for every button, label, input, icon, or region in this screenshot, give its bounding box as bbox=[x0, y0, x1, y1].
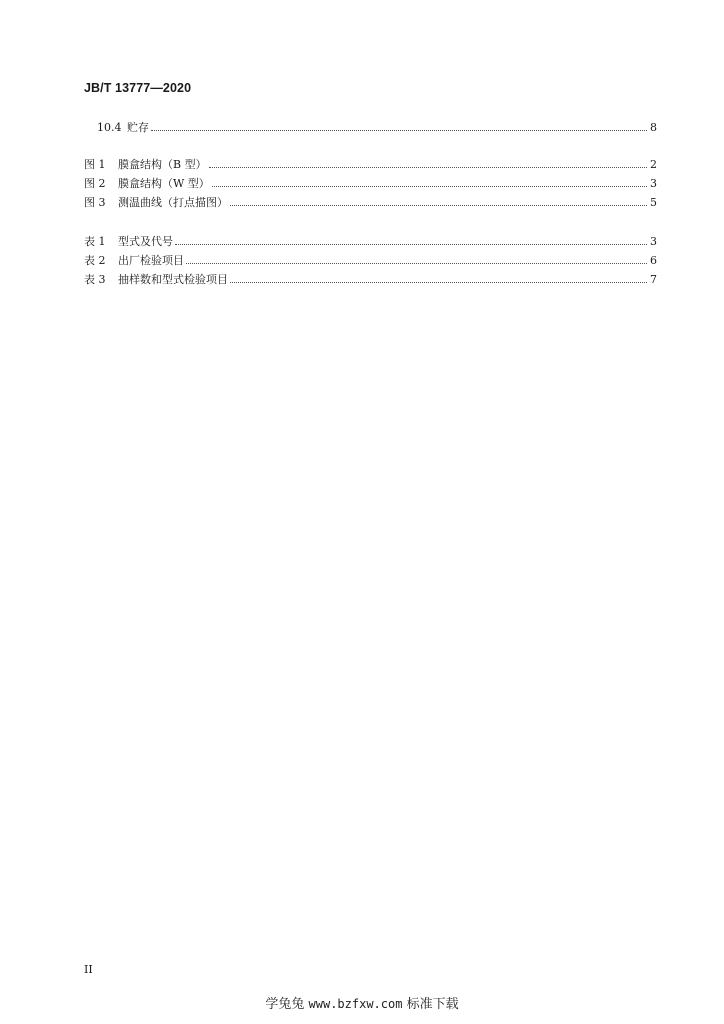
toc-entry-section[interactable] bbox=[97, 121, 657, 135]
toc-entry-number: 表 3 bbox=[84, 273, 106, 286]
toc-entry-title: 贮存 bbox=[127, 121, 149, 134]
toc-entry-page: 3 bbox=[650, 177, 657, 190]
toc-entry-page: 6 bbox=[650, 254, 657, 267]
toc-entry-number: 表 2 bbox=[84, 254, 106, 267]
toc-entry-table[interactable] bbox=[84, 254, 657, 268]
toc-entry-number: 图 3 bbox=[84, 196, 106, 209]
toc-entry-table[interactable] bbox=[84, 273, 657, 287]
toc-entry-number: 图 1 bbox=[84, 158, 106, 171]
toc-entry-table[interactable] bbox=[84, 235, 657, 249]
toc-entry-figure[interactable] bbox=[84, 177, 657, 191]
toc-entry-number: 表 1 bbox=[84, 235, 106, 248]
toc-leader-dots bbox=[209, 166, 647, 168]
toc-entry-title: 膜盒结构（B 型） bbox=[118, 158, 207, 171]
watermark-link[interactable]: www.bzfxw.com bbox=[308, 997, 403, 1011]
toc-entry-title: 出厂检验项目 bbox=[118, 254, 184, 267]
document-code: JB/T 13777—2020 bbox=[84, 81, 192, 95]
toc-entry-number: 10.4 bbox=[97, 121, 122, 134]
toc-entry-title: 抽样数和型式检验项目 bbox=[118, 273, 228, 286]
toc-entry-title: 测温曲线（打点描图） bbox=[118, 196, 228, 209]
page-number: II bbox=[84, 963, 93, 976]
toc-leader-dots bbox=[186, 262, 647, 264]
watermark-suffix: 标准下载 bbox=[406, 997, 459, 1012]
watermark-banner bbox=[0, 993, 724, 1012]
toc-entry-page: 8 bbox=[650, 121, 657, 134]
toc-entry-figure[interactable] bbox=[84, 196, 657, 210]
toc-entry-figure[interactable] bbox=[84, 158, 657, 172]
toc-entry-number: 图 2 bbox=[84, 177, 106, 190]
toc-leader-dots bbox=[230, 204, 647, 206]
toc-leader-dots bbox=[230, 281, 647, 283]
toc-entry-page: 7 bbox=[650, 273, 657, 286]
toc-entry-page: 5 bbox=[650, 196, 657, 209]
toc-leader-dots bbox=[151, 129, 647, 131]
toc-entry-page: 3 bbox=[650, 235, 657, 248]
toc-entry-title: 型式及代号 bbox=[118, 235, 173, 248]
toc-entry-page: 2 bbox=[650, 158, 657, 171]
toc-leader-dots bbox=[212, 185, 647, 187]
toc-leader-dots bbox=[175, 243, 647, 245]
watermark-brand: 学兔兔 bbox=[265, 997, 305, 1012]
toc-entry-title: 膜盒结构（W 型） bbox=[118, 177, 210, 190]
